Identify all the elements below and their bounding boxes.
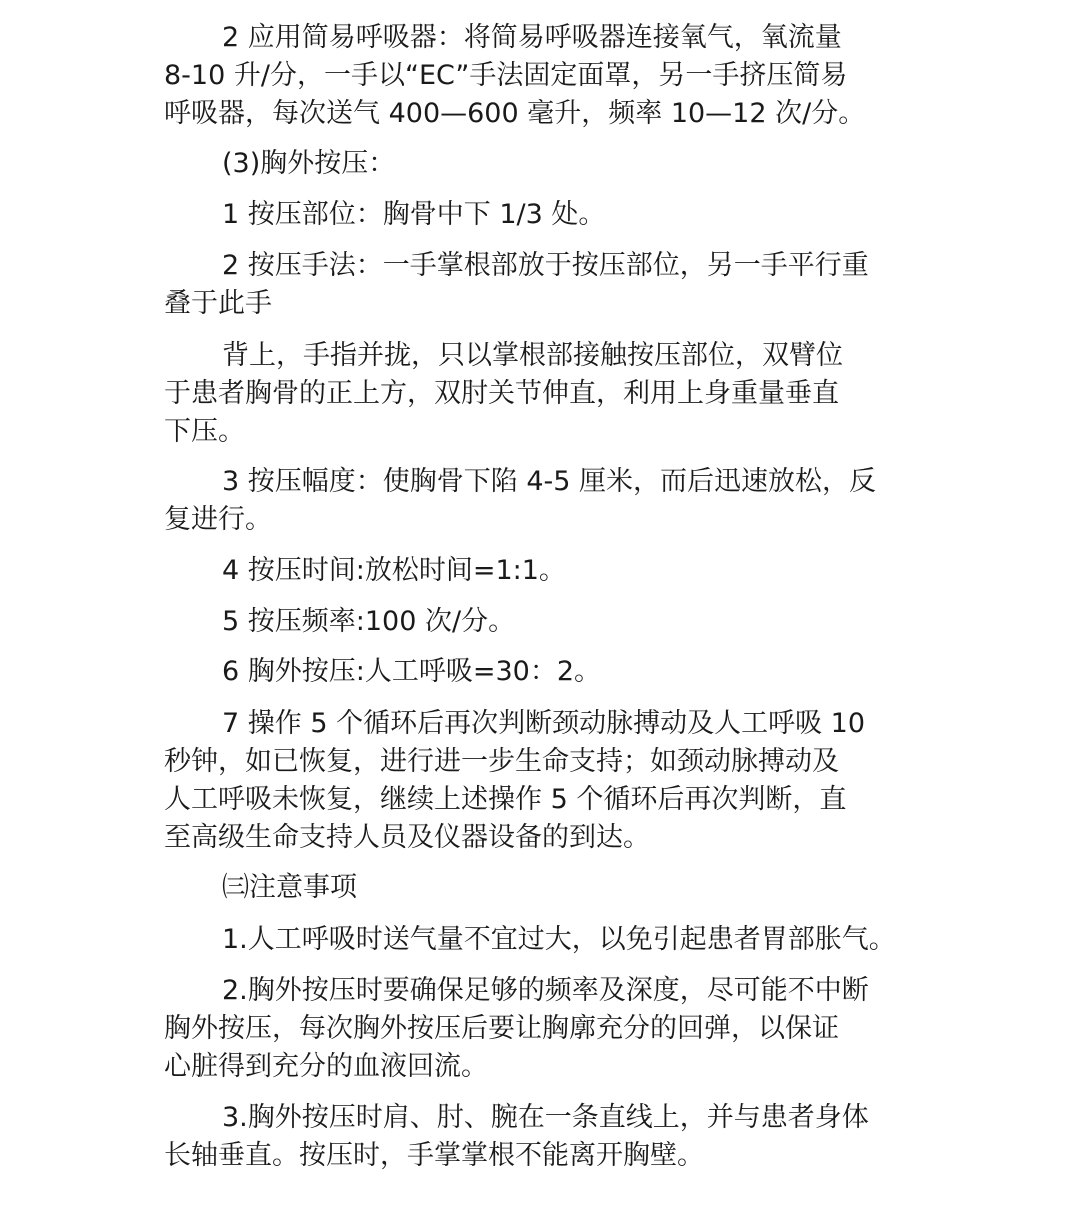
heading-precautions — [164, 869, 924, 907]
text-line: 背上，手指并拢，只以掌根部接触按压部位，双臂位 — [222, 340, 843, 371]
paragraph-compression-depth — [164, 463, 924, 539]
paragraph-precaution-2 — [164, 972, 924, 1086]
text-line: 1 按压部位：胸骨中下 1/3 处。 — [222, 199, 606, 230]
paragraph-precaution-3 — [164, 1099, 924, 1175]
paragraph-cycle-assessment — [164, 705, 924, 857]
text-line: 下压。 — [164, 416, 245, 447]
text-line: 5 按压频率:100 次/分。 — [222, 606, 516, 637]
paragraph-compression-ratio-time — [164, 552, 924, 590]
text-line: 长轴垂直。按压时，手掌掌根不能离开胸壁。 — [164, 1140, 704, 1171]
text-line: 于患者胸骨的正上方，双肘关节伸直，利用上身重量垂直 — [164, 378, 839, 409]
text-line: 3 按压幅度：使胸骨下陷 4-5 厘米，而后迅速放松，反 — [222, 466, 877, 497]
text-line: 2.胸外按压时要确保足够的频率及深度，尽可能不中断 — [222, 975, 869, 1006]
text-line: 心脏得到充分的血液回流。 — [164, 1051, 488, 1082]
text-line: 呼吸器，每次送气 400—600 毫升，频率 10—12 次/分。 — [164, 98, 866, 129]
text-line: 7 操作 5 个循环后再次判断颈动脉搏动及人工呼吸 10 — [222, 708, 866, 739]
heading-chest-compression — [164, 145, 924, 183]
paragraph-compression-site — [164, 196, 924, 234]
text-line: (3)胸外按压： — [222, 148, 396, 179]
text-line: 叠于此手 — [164, 288, 272, 319]
paragraph-compression-breath-ratio — [164, 653, 924, 691]
text-line: 2 按压手法：一手掌根部放于按压部位，另一手平行重 — [222, 250, 869, 281]
paragraph-precaution-1 — [164, 921, 924, 959]
text-line: 8-10 升/分，一手以“EC”手法固定面罩，另一手挤压简易 — [164, 60, 848, 91]
text-line: 至高级生命支持人员及仪器设备的到达。 — [164, 822, 650, 853]
text-line: 人工呼吸未恢复，继续上述操作 5 个循环后再次判断，直 — [164, 784, 847, 815]
text-line: 复进行。 — [164, 504, 272, 535]
paragraph-compression-rate — [164, 603, 924, 641]
text-line: 秒钟，如已恢复，进行进一步生命支持；如颈动脉搏动及 — [164, 746, 839, 777]
text-line: 4 按压时间:放松时间=1:1。 — [222, 555, 566, 586]
paragraph-compression-technique-continued — [164, 337, 924, 451]
text-line: 6 胸外按压:人工呼吸=30：2。 — [222, 656, 602, 687]
text-line: 2 应用简易呼吸器：将简易呼吸器连接氧气，氧流量 — [222, 22, 842, 53]
paragraph-compression-technique — [164, 247, 924, 323]
paragraph-bag-valve-mask — [164, 19, 924, 133]
text-line: ㈢注意事项 — [222, 872, 357, 903]
text-line: 3.胸外按压时肩、肘、腕在一条直线上，并与患者身体 — [222, 1102, 869, 1133]
text-line: 1.人工呼吸时送气量不宜过大，以免引起患者胃部胀气。 — [222, 924, 896, 955]
text-line: 胸外按压，每次胸外按压后要让胸廓充分的回弹，以保证 — [164, 1013, 839, 1044]
